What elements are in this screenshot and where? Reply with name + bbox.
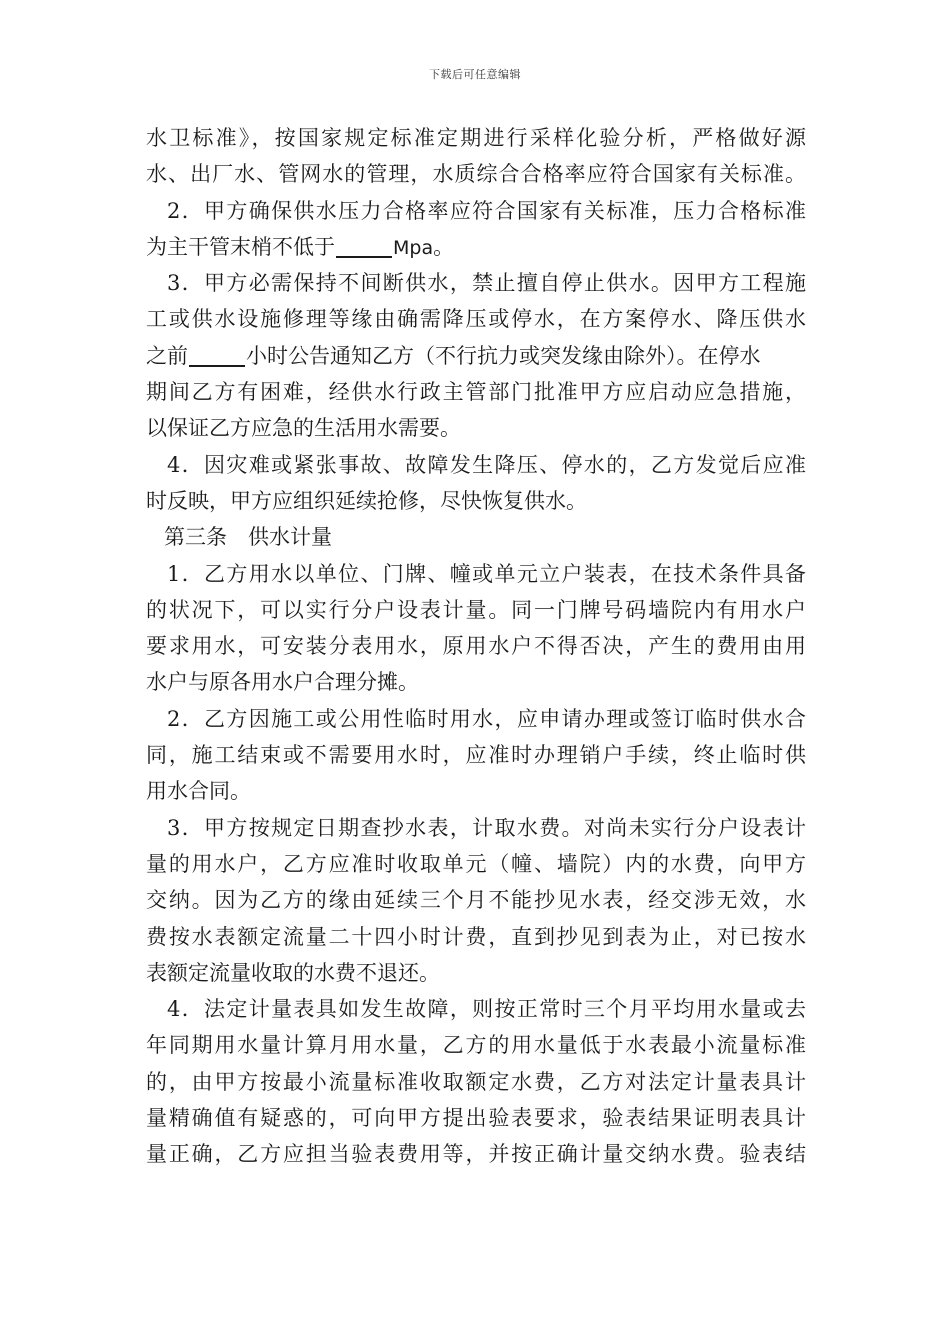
clause-3-2: 2．乙方因施工或公用性临时用水，应申请办理或签订临时供水合 — [167, 706, 806, 731]
text-line: 水、出厂水、管网水的管理，水质综合合格率应符合国家有关标准。 — [146, 162, 806, 187]
section-heading: 第三条 供水计量 — [164, 525, 332, 550]
text-segment: 小时公告通知乙方（不行抗力或突发缘由除外）。在停水 — [246, 343, 761, 368]
text-line: 量的用水户，乙方应准时收取单元（幢、墙院）内的水费，向甲方 — [146, 851, 806, 876]
text-segment: 之前 — [146, 343, 188, 368]
text-line: 用水合同。 — [146, 779, 251, 804]
pressure-blank — [336, 234, 392, 258]
text-line — [146, 229, 806, 265]
text-line: 工或供水设施修理等缘由确需降压或停水，在方案停水、降压供水 — [146, 307, 806, 332]
text-line: 的，由甲方按最小流量标准收取额定水费，乙方对法定计量表具计 — [146, 1069, 806, 1094]
text-line: 表额定流量收取的水费不退还。 — [146, 960, 440, 985]
clause-2-4: 4．因灾难或紧张事故、故障发生降压、停水的，乙方发觉后应准 — [167, 452, 806, 477]
text-line: 的状况下，可以实行分户设表计量。同一门牌号码墙院内有用水户 — [146, 597, 806, 622]
clause-3-4: 4．法定计量表具如发生故障，则按正常时三个月平均用水量或去 — [167, 997, 806, 1022]
clause-3-1: 1．乙方用水以单位、门牌、幢或单元立户装表，在技术条件具备 — [167, 561, 806, 586]
text-line: 交纳。因为乙方的缘由延续三个月不能抄见水表，经交涉无效，水 — [146, 888, 806, 913]
text-segment: 。 — [433, 234, 455, 259]
text-line: 水户与原各用水户合理分摊。 — [146, 670, 419, 695]
text-line — [146, 338, 806, 374]
hours-blank — [189, 343, 245, 367]
text-line: 量正确，乙方应担当验表费用等，并按正确计量交纳水费。验表结 — [146, 1142, 806, 1167]
text-line: 时反映，甲方应组织延续抢修，尽快恢复供水。 — [146, 488, 587, 513]
text-line: 费按水表额定流量二十四小时计费，直到抄见到表为止，对已按水 — [146, 924, 806, 949]
page-header: 下载后可任意编辑 — [429, 68, 521, 81]
text-line: 以保证乙方应急的生活用水需要。 — [146, 416, 461, 441]
unit-label: Mpa — [393, 236, 434, 259]
document-body — [146, 120, 806, 1173]
clause-3-3: 3．甲方按规定日期查抄水表，计取水费。对尚未实行分户设表计 — [167, 815, 806, 840]
text-line: 水卫标准》，按国家规定标准定期进行采样化验分析，严格做好源 — [146, 126, 806, 150]
clause-2-3: 3．甲方必需保持不间断供水，禁止擅自停止供水。因甲方工程施 — [167, 271, 806, 296]
text-line: 期间乙方有困难，经供水行政主管部门批准甲方应启动应急措施， — [146, 380, 806, 405]
clause-2-2: 2．甲方确保供水压力合格率应符合国家有关标准，压力合格标准 — [167, 198, 806, 223]
text-line: 同，施工结束或不需要用水时，应准时办理销户手续，终止临时供 — [146, 743, 806, 768]
text-line: 要求用水，可安装分表用水，原用水户不得否决，产生的费用由用 — [146, 634, 806, 659]
text-line: 年同期用水量计算月用水量，乙方的用水量低于水表最小流量标准 — [146, 1033, 806, 1058]
text-segment: 为主干管末梢不低于 — [146, 234, 335, 259]
text-line: 量精确值有疑惑的，可向甲方提出验表要求，验表结果证明表具计 — [146, 1106, 806, 1131]
